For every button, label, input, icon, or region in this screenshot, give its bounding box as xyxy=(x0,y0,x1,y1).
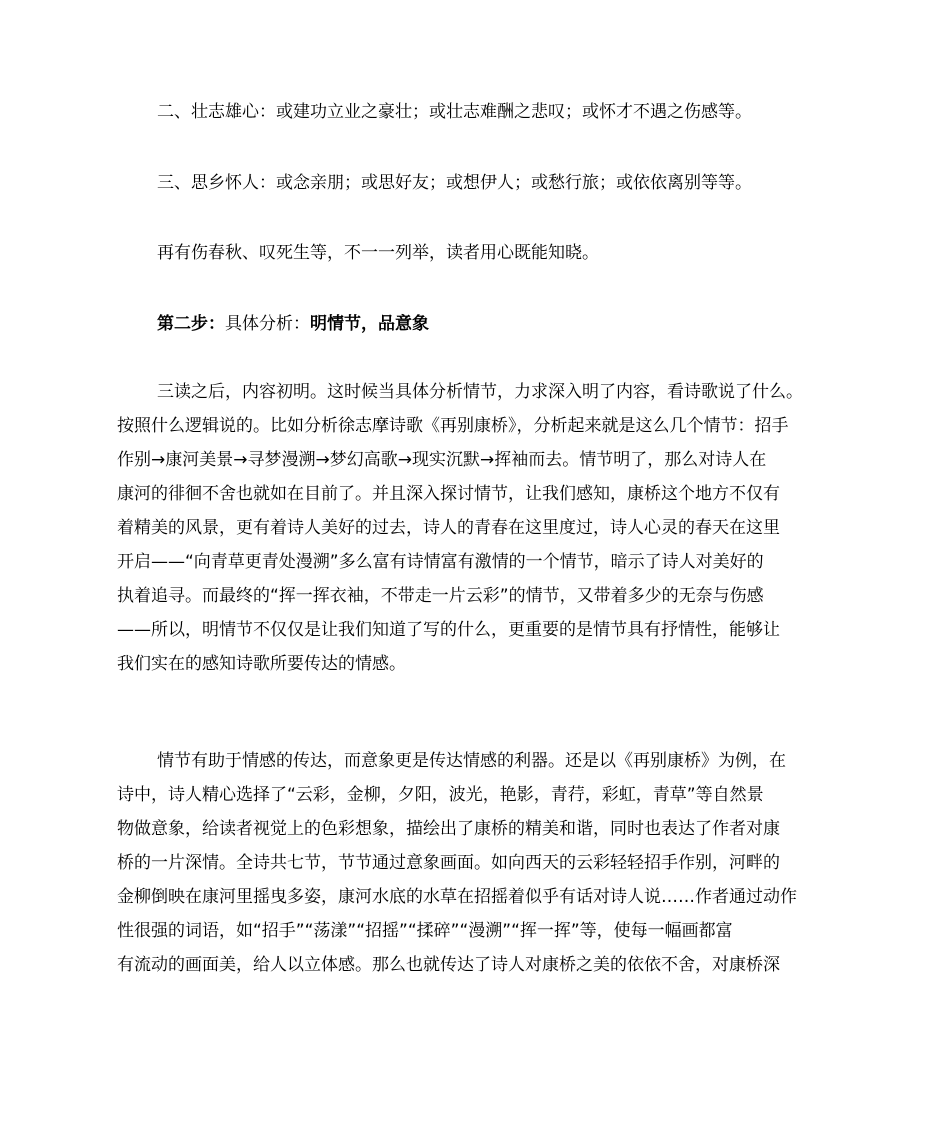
paragraph-line: 按照什么逻辑说的。比如分析徐志摩诗歌《再别康桥》，分析起来就是这么几个情节：招手 xyxy=(117,416,789,436)
paragraph-line: 二、壮志雄心：或建功立业之豪壮；或壮志难酬之悲叹；或怀才不遇之伤感等。 xyxy=(157,102,752,122)
paragraph-line: 情节有助于情感的传达，而意象更是传达情感的利器。还是以《再别康桥》为例，在 xyxy=(157,751,786,771)
paragraph-line: 三、思乡怀人：或念亲朋；或思好友；或想伊人；或愁行旅；或依依离别等等。 xyxy=(157,173,752,193)
paragraph-line: 着精美的风景，更有着诗人美好的过去，诗人的青春在这里度过，诗人心灵的春天在这里 xyxy=(117,518,780,538)
paragraph-line: 我们实在的感知诗歌所要传达的情感。 xyxy=(117,654,406,674)
paragraph-line: 有流动的画面美，给人以立体感。那么也就传达了诗人对康桥之美的依依不舍，对康桥深 xyxy=(117,955,780,975)
paragraph-line: 桥的一片深情。全诗共七节，节节通过意象画面。如向西天的云彩轻轻招手作别，河畔的 xyxy=(117,853,780,873)
heading-line xyxy=(117,307,829,341)
paragraph-line: 性很强的词语，如“招手”“荡漾”“招摇”“揉碎”“漫溯”“挥一挥”等，使每一幅画都富 xyxy=(117,921,733,941)
paragraph-line: 物做意象，给读者视觉上的色彩想象，描绘出了康桥的精美和谐，同时也表达了作者对康 xyxy=(117,819,780,839)
paragraph-line: 作别→康河美景→寻梦漫溯→梦幻高歌→现实沉默→挥袖而去。情节明了，那么对诗人在 xyxy=(117,450,767,470)
paragraph-line: 诗中，诗人精心选择了“云彩，金柳，夕阳，波光，艳影，青荇，彩虹，青草”等自然景 xyxy=(117,785,764,805)
paragraph-other-themes xyxy=(117,236,829,270)
paragraph-line: 开启——“向青草更青处漫溯”多么富有诗情富有激情的一个情节，暗示了诗人对美好的 xyxy=(117,552,764,572)
paragraph-line: 再有伤春秋、叹死生等，不一一列举，读者用心既能知晓。 xyxy=(157,243,599,263)
paragraph-homesick xyxy=(117,166,829,200)
paragraph-plot-analysis xyxy=(117,375,829,681)
heading-analysis: 具体分析： xyxy=(225,314,310,334)
paragraph-line: 执着追寻。而最终的“挥一挥衣袖，不带走一片云彩”的情节，又带着多少的无奈与伤感 xyxy=(117,586,764,606)
section-heading xyxy=(117,307,829,341)
paragraph-ambition xyxy=(117,95,829,129)
paragraph-line: ——所以，明情节不仅仅是让我们知道了写的什么，更重要的是情节具有抒情性，能够让 xyxy=(117,620,780,640)
paragraph-line: 三读之后，内容初明。这时候当具体分析情节，力求深入明了内容，看诗歌说了什么。 xyxy=(157,382,803,402)
heading-step: 第二步： xyxy=(157,314,225,334)
paragraph-imagery-analysis xyxy=(117,744,829,982)
paragraph-line: 金柳倒映在康河里摇曳多姿，康河水底的水草在招摇着似乎有话对诗人说……作者通过动作 xyxy=(117,887,797,907)
heading-topic: 明情节，品意象 xyxy=(310,314,429,334)
paragraph-line: 康河的徘徊不舍也就如在目前了。并且深入探讨情节，让我们感知，康桥这个地方不仅有 xyxy=(117,484,780,504)
